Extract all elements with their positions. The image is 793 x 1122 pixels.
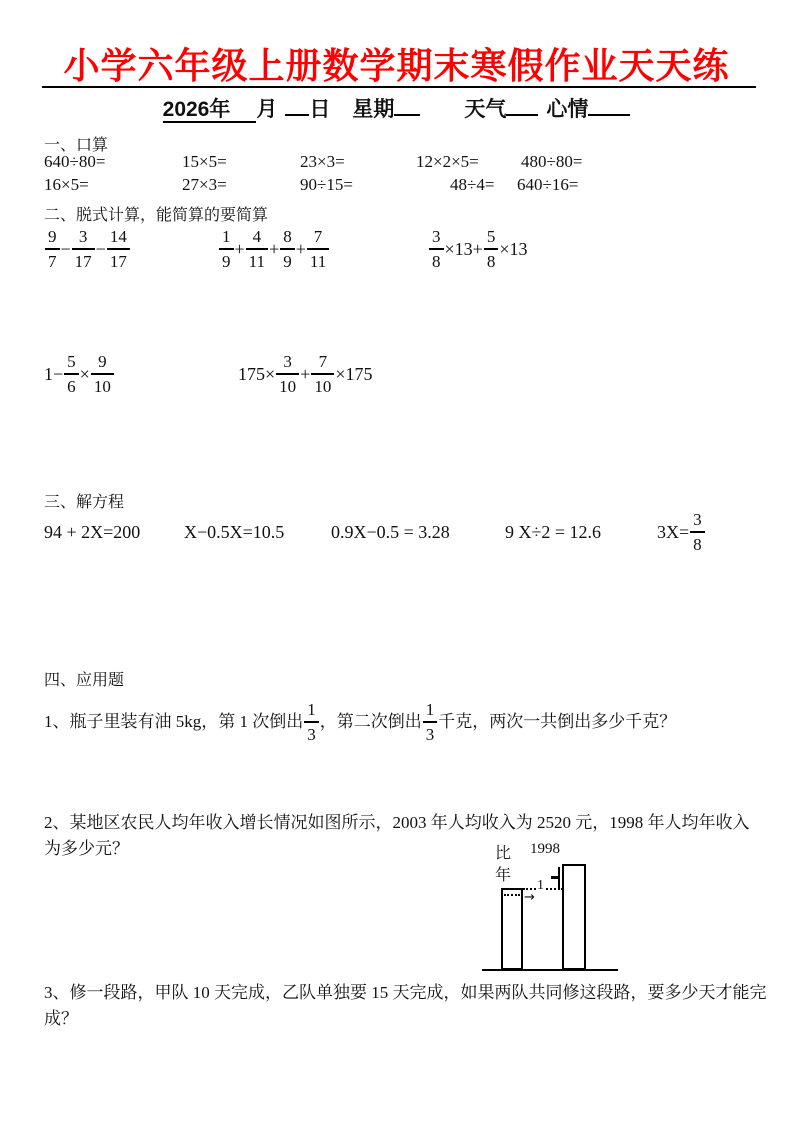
- fraction: [107, 228, 130, 270]
- oral-item: 15×5=: [182, 152, 227, 171]
- expression-text: −: [60, 238, 71, 259]
- calc-expression-5: [238, 353, 372, 395]
- equation-5: [657, 512, 706, 552]
- fraction: [280, 228, 295, 270]
- date-week-label: 星期: [352, 98, 395, 121]
- arrow-icon: →: [524, 890, 535, 905]
- fraction-denominator: 6: [64, 373, 79, 395]
- oral-item: 27×3=: [182, 175, 227, 194]
- fraction: [64, 353, 79, 395]
- expression-text: ×: [79, 363, 90, 384]
- fraction: [219, 228, 234, 270]
- fraction-denominator: 7: [45, 248, 60, 270]
- section-heading-oral: 一、口算: [44, 137, 109, 154]
- expression-text: X−0.5X=10.5: [184, 521, 285, 542]
- applied-problem-1: [44, 697, 676, 747]
- fraction-denominator: 8: [484, 248, 499, 270]
- increase-brace-tick: [551, 876, 559, 879]
- diagram-label-one: 1: [537, 878, 544, 893]
- fraction-numerator: 7: [313, 227, 323, 246]
- spacer: [330, 115, 352, 116]
- expression-text: +: [295, 238, 306, 259]
- oral-item: 48÷4=: [450, 175, 495, 194]
- fraction-numerator: 4: [252, 227, 262, 246]
- oral-item: 12×2×5=: [416, 152, 479, 171]
- expression-text: 175×: [238, 363, 276, 384]
- fraction-denominator: 17: [107, 248, 130, 270]
- fraction-denominator: 11: [246, 248, 268, 270]
- calc-expression-1: [44, 228, 131, 270]
- fraction-numerator: 5: [67, 352, 76, 371]
- fraction-denominator: 9: [280, 248, 295, 270]
- fraction-numerator: 8: [283, 227, 292, 246]
- expression-text: 千克，两次一共倒出多少千克？: [438, 712, 677, 731]
- expression-text: 1、瓶子里装有油 5kg，第 1 次倒出: [44, 712, 304, 731]
- fraction: [72, 228, 95, 270]
- calc-expression-3: [428, 228, 527, 270]
- fraction: [304, 701, 319, 743]
- oral-item: 90÷15=: [300, 175, 353, 194]
- expression-text: 1−: [44, 363, 64, 384]
- equation-3: [331, 512, 450, 552]
- fraction-denominator: 10: [91, 373, 114, 395]
- expression-text: +: [269, 238, 280, 259]
- equation-4: [505, 512, 601, 552]
- date-week-blank: [394, 96, 420, 116]
- expression-text: 3X=: [657, 521, 690, 542]
- fraction: [311, 353, 334, 395]
- worksheet-title: 小学六年级上册数学期末寒假作业天天练: [63, 45, 730, 86]
- equation-2: [184, 512, 284, 552]
- date-month-label: 月: [256, 98, 278, 121]
- expression-text: 9 X÷2 = 12.6: [505, 521, 602, 542]
- oral-item: 16×5=: [44, 175, 89, 194]
- fraction: [484, 228, 499, 270]
- fraction-numerator: 3: [283, 352, 292, 371]
- fraction: [276, 353, 299, 395]
- fraction-denominator: 8: [690, 531, 705, 553]
- date-mood-blank: [588, 96, 630, 116]
- fraction-numerator: 3: [78, 227, 88, 246]
- equation-1: [44, 512, 140, 552]
- fraction-numerator: 7: [318, 352, 328, 371]
- diagram-label-nian: 年: [495, 867, 512, 884]
- expression-text: −: [95, 238, 106, 259]
- oral-item: 23×3=: [300, 152, 345, 171]
- fraction-numerator: 1: [307, 700, 316, 719]
- diagram-label-1998: 1998: [530, 841, 560, 857]
- date-year: 2026年: [163, 98, 257, 123]
- fraction-numerator: 1: [222, 227, 231, 246]
- bar-1998: [501, 888, 523, 970]
- bar-2003: [562, 864, 586, 970]
- fraction-denominator: 11: [307, 248, 329, 270]
- fraction-denominator: 8: [429, 248, 444, 270]
- fraction-denominator: 17: [72, 248, 95, 270]
- oral-item: 640÷80=: [44, 152, 106, 171]
- diagram-label-bi: 比: [495, 845, 512, 862]
- income-bar-diagram: [478, 838, 626, 978]
- expression-text: 0.9X−0.5 = 3.28: [331, 521, 450, 542]
- expression-text: ，第二次倒出: [319, 712, 422, 731]
- expression-text: 94 + 2X=200: [44, 521, 141, 542]
- fraction: [307, 228, 329, 270]
- fraction-denominator: 10: [311, 373, 334, 395]
- oral-item: 480÷80=: [521, 152, 583, 171]
- fraction: [45, 228, 60, 270]
- date-mood-label: 心情: [546, 98, 589, 121]
- expression-text: ×175: [335, 363, 373, 384]
- date-weather-blank: [506, 96, 538, 116]
- date-day-label: 日: [309, 98, 331, 121]
- fraction-numerator: 9: [98, 352, 107, 371]
- fraction-denominator: 10: [276, 373, 299, 395]
- fraction: [246, 228, 268, 270]
- calc-expression-4: [44, 353, 115, 395]
- date-line: [0, 93, 793, 123]
- expression-text: ×13: [499, 238, 528, 259]
- section-heading-equations: 三、解方程: [44, 494, 125, 511]
- oral-item: 640÷16=: [517, 175, 579, 194]
- expression-text: +: [300, 363, 311, 384]
- applied-problem-3: 3、修一段路，甲队 10 天完成，乙队单独要 15 天完成，如果两队共同修这段路，要多少天才能完成？: [44, 983, 767, 1028]
- fraction: [91, 353, 114, 395]
- spacer: [277, 115, 285, 116]
- calc-expression-2: [218, 228, 330, 270]
- fraction: [429, 228, 444, 270]
- fraction-numerator: 9: [48, 227, 57, 246]
- expression-text: ×13+: [444, 238, 483, 259]
- clipped-marks: [504, 894, 520, 896]
- fraction-denominator: 3: [423, 721, 438, 743]
- fraction-numerator: 14: [109, 227, 127, 246]
- applied-problem-2: 2、某地区农民人均年收入增长情况如图所示，2003 年人均收入为 2520 元，1998 年人均年收入为多少元？: [44, 813, 750, 858]
- fraction-numerator: 1: [425, 700, 435, 719]
- section-heading-calc: 二、脱式计算，能简算的要简算: [44, 207, 269, 224]
- fraction-denominator: 9: [219, 248, 234, 270]
- fraction-numerator: 3: [432, 227, 441, 246]
- date-day-blank: [285, 96, 309, 116]
- section-heading-applied: 四、应用题: [44, 672, 125, 689]
- diagram-baseline: [482, 969, 618, 971]
- fraction: [423, 701, 438, 743]
- fraction-numerator: 5: [486, 227, 496, 246]
- fraction-numerator: 3: [693, 510, 702, 529]
- title-divider: [42, 86, 756, 88]
- expression-text: +: [234, 238, 245, 259]
- fraction-denominator: 3: [304, 721, 319, 743]
- spacer: [420, 115, 464, 116]
- fraction: [690, 511, 705, 553]
- date-weather-label: 天气: [464, 98, 507, 121]
